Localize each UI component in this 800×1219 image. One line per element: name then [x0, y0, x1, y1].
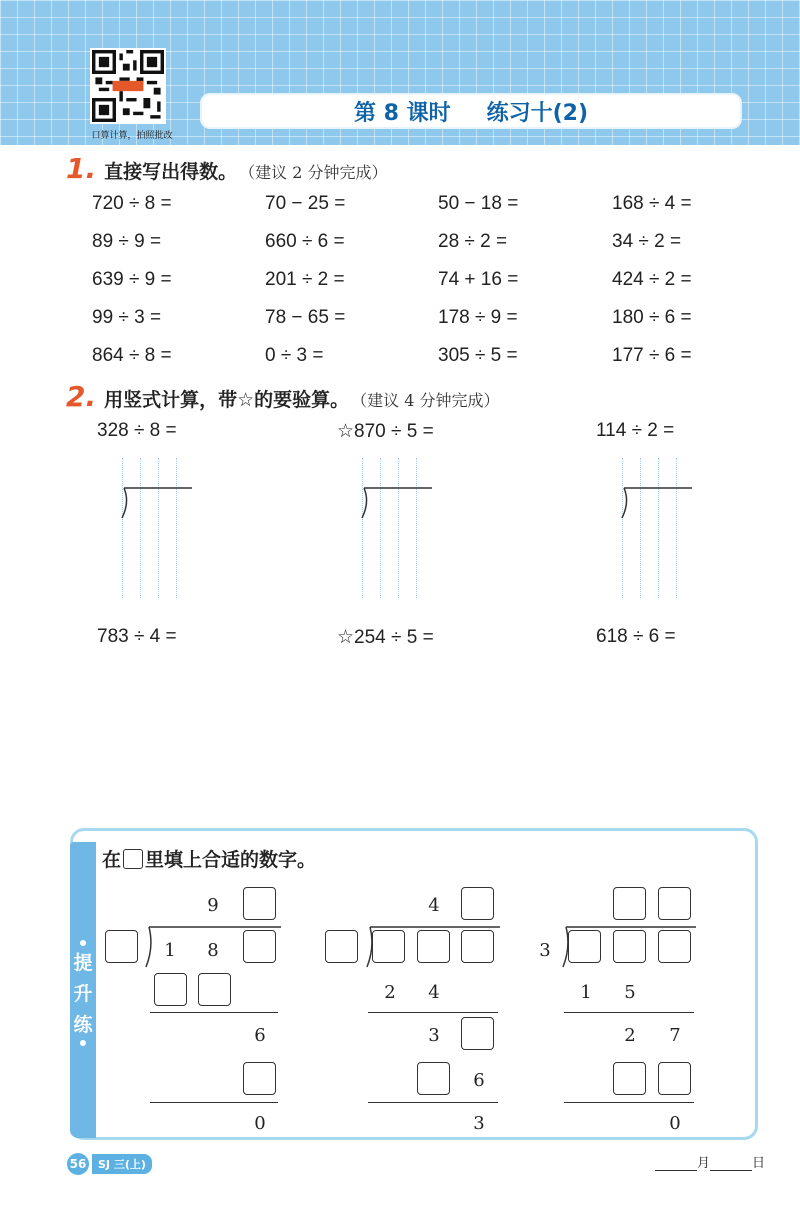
answer-box[interactable]	[613, 930, 646, 963]
q2-expression: 618 ÷ 6 =	[596, 626, 676, 647]
grade-label: SJ 三(上)	[92, 1154, 152, 1174]
digit: 0	[669, 1113, 681, 1134]
answer-box[interactable]	[461, 887, 494, 920]
q1-expression: 34 ÷ 2 =	[612, 231, 682, 252]
long-division-workspace[interactable]	[608, 458, 688, 598]
guide-line	[380, 458, 381, 598]
division-rule	[564, 1102, 694, 1103]
question-1-number: 1.	[66, 152, 97, 185]
digit: 8	[207, 940, 219, 961]
side-label-char: 练	[73, 1014, 93, 1036]
long-division-workspace[interactable]	[348, 458, 428, 598]
division-bracket	[618, 486, 692, 520]
q1-expression: 70 − 25 =	[265, 193, 346, 214]
digit: 1	[580, 982, 592, 1003]
q1-expression: 864 ÷ 8 =	[92, 345, 172, 366]
digit: 6	[254, 1025, 266, 1046]
q1-expression: 305 ÷ 5 =	[438, 345, 518, 366]
question-2-heading	[66, 380, 500, 413]
digit: 4	[428, 895, 440, 916]
q1-expression: 177 ÷ 6 =	[612, 345, 692, 366]
q1-expression: 660 ÷ 6 =	[265, 231, 345, 252]
q1-expression: 28 ÷ 2 =	[438, 231, 508, 252]
question-1-hint: （建议 2 分钟完成）	[239, 163, 388, 182]
day-label: 日	[752, 1156, 766, 1171]
side-label-char: 提	[73, 952, 93, 974]
q1-expression: 720 ÷ 8 =	[92, 193, 172, 214]
answer-box[interactable]	[154, 973, 187, 1006]
digit: 1	[164, 940, 176, 961]
guide-line	[158, 458, 159, 598]
instruction-text: 在	[102, 849, 122, 871]
answer-box[interactable]	[325, 930, 358, 963]
answer-box[interactable]	[105, 930, 138, 963]
answer-box[interactable]	[243, 887, 276, 920]
answer-box[interactable]	[243, 930, 276, 963]
q1-expression: 78 − 65 =	[265, 307, 346, 328]
division-rule	[564, 1012, 694, 1013]
guide-line	[676, 458, 677, 598]
q2-expression: 114 ÷ 2 =	[596, 420, 675, 441]
guide-line	[362, 458, 363, 598]
long-division-workspace[interactable]	[108, 458, 188, 598]
answer-box[interactable]	[568, 930, 601, 963]
digit: 3	[428, 1025, 440, 1046]
guide-line	[176, 458, 177, 598]
answer-box[interactable]	[198, 973, 231, 1006]
answer-box[interactable]	[461, 930, 494, 963]
q1-expression: 168 ÷ 4 =	[612, 193, 692, 214]
side-dot	[80, 940, 86, 946]
digit: 5	[624, 982, 636, 1003]
answer-box[interactable]	[613, 887, 646, 920]
q1-expression: 0 ÷ 3 =	[265, 345, 324, 366]
guide-line	[122, 458, 123, 598]
division-rule	[150, 1102, 278, 1103]
digit: 9	[207, 895, 219, 916]
side-label-char: 升	[73, 983, 93, 1005]
instruction-text: 里填上合适的数字。	[145, 849, 317, 871]
digit: 2	[384, 982, 396, 1003]
answer-box[interactable]	[658, 1062, 691, 1095]
answer-box[interactable]	[658, 887, 691, 920]
question-2-text: 用竖式计算，带☆的要验算。	[104, 389, 350, 411]
answer-box[interactable]	[658, 930, 691, 963]
qr-code-icon	[92, 50, 164, 122]
question-1-heading	[66, 152, 388, 185]
guide-line	[140, 458, 141, 598]
answer-box[interactable]	[417, 1062, 450, 1095]
digit: 0	[254, 1113, 266, 1134]
answer-box[interactable]	[613, 1062, 646, 1095]
digit: 3	[473, 1113, 485, 1134]
q2-expression: 328 ÷ 8 =	[97, 420, 177, 441]
answer-box[interactable]	[461, 1017, 494, 1050]
q1-expression: 89 ÷ 9 =	[92, 231, 162, 252]
digit: 6	[473, 1070, 485, 1091]
q2-expression: ☆870 ÷ 5 =	[337, 421, 434, 442]
month-blank[interactable]	[655, 1157, 697, 1171]
question-2-number: 2.	[66, 380, 97, 413]
q1-expression: 50 − 18 =	[438, 193, 519, 214]
date-fields	[655, 1152, 765, 1171]
lesson-name: 练习十(2)	[486, 100, 589, 126]
q1-expression: 74 + 16 =	[438, 269, 519, 290]
q1-expression: 639 ÷ 9 =	[92, 269, 172, 290]
side-dot	[80, 1040, 86, 1046]
month-label: 月	[697, 1156, 711, 1171]
panel-instruction	[102, 845, 316, 872]
guide-line	[640, 458, 641, 598]
division-rule	[368, 1012, 498, 1013]
qr-caption: 口算计算，拍照批改	[91, 131, 173, 141]
division-rule	[368, 1102, 498, 1103]
q1-expression: 178 ÷ 9 =	[438, 307, 518, 328]
lesson-number: 第 8 课时	[353, 100, 451, 126]
q1-expression: 99 ÷ 3 =	[92, 307, 162, 328]
q1-expression: 201 ÷ 2 =	[265, 269, 345, 290]
q2-expression: 783 ÷ 4 =	[97, 626, 177, 647]
lesson-title-bar	[200, 93, 742, 129]
question-1-text: 直接写出得数。	[104, 161, 238, 183]
division-bracket	[118, 486, 192, 520]
answer-box[interactable]	[417, 930, 450, 963]
guide-line	[658, 458, 659, 598]
guide-line	[398, 458, 399, 598]
q1-expression: 424 ÷ 2 =	[612, 269, 692, 290]
answer-box[interactable]	[243, 1062, 276, 1095]
division-rule	[150, 1012, 278, 1013]
blank-box-sample	[123, 849, 143, 869]
qr-code[interactable]	[90, 48, 166, 124]
page-footer	[67, 1153, 152, 1175]
guide-line	[416, 458, 417, 598]
digit: 4	[428, 982, 440, 1003]
guide-line	[622, 458, 623, 598]
answer-box[interactable]	[372, 930, 405, 963]
day-blank[interactable]	[710, 1157, 752, 1171]
digit: 7	[669, 1025, 681, 1046]
digit: 3	[539, 940, 551, 961]
side-label	[70, 948, 96, 1041]
page-number: 56	[67, 1153, 89, 1175]
question-2-hint: （建议 4 分钟完成）	[351, 391, 500, 410]
division-bracket	[358, 486, 432, 520]
q2-expression: ☆254 ÷ 5 =	[337, 627, 434, 648]
digit: 2	[624, 1025, 636, 1046]
q1-expression: 180 ÷ 6 =	[612, 307, 692, 328]
